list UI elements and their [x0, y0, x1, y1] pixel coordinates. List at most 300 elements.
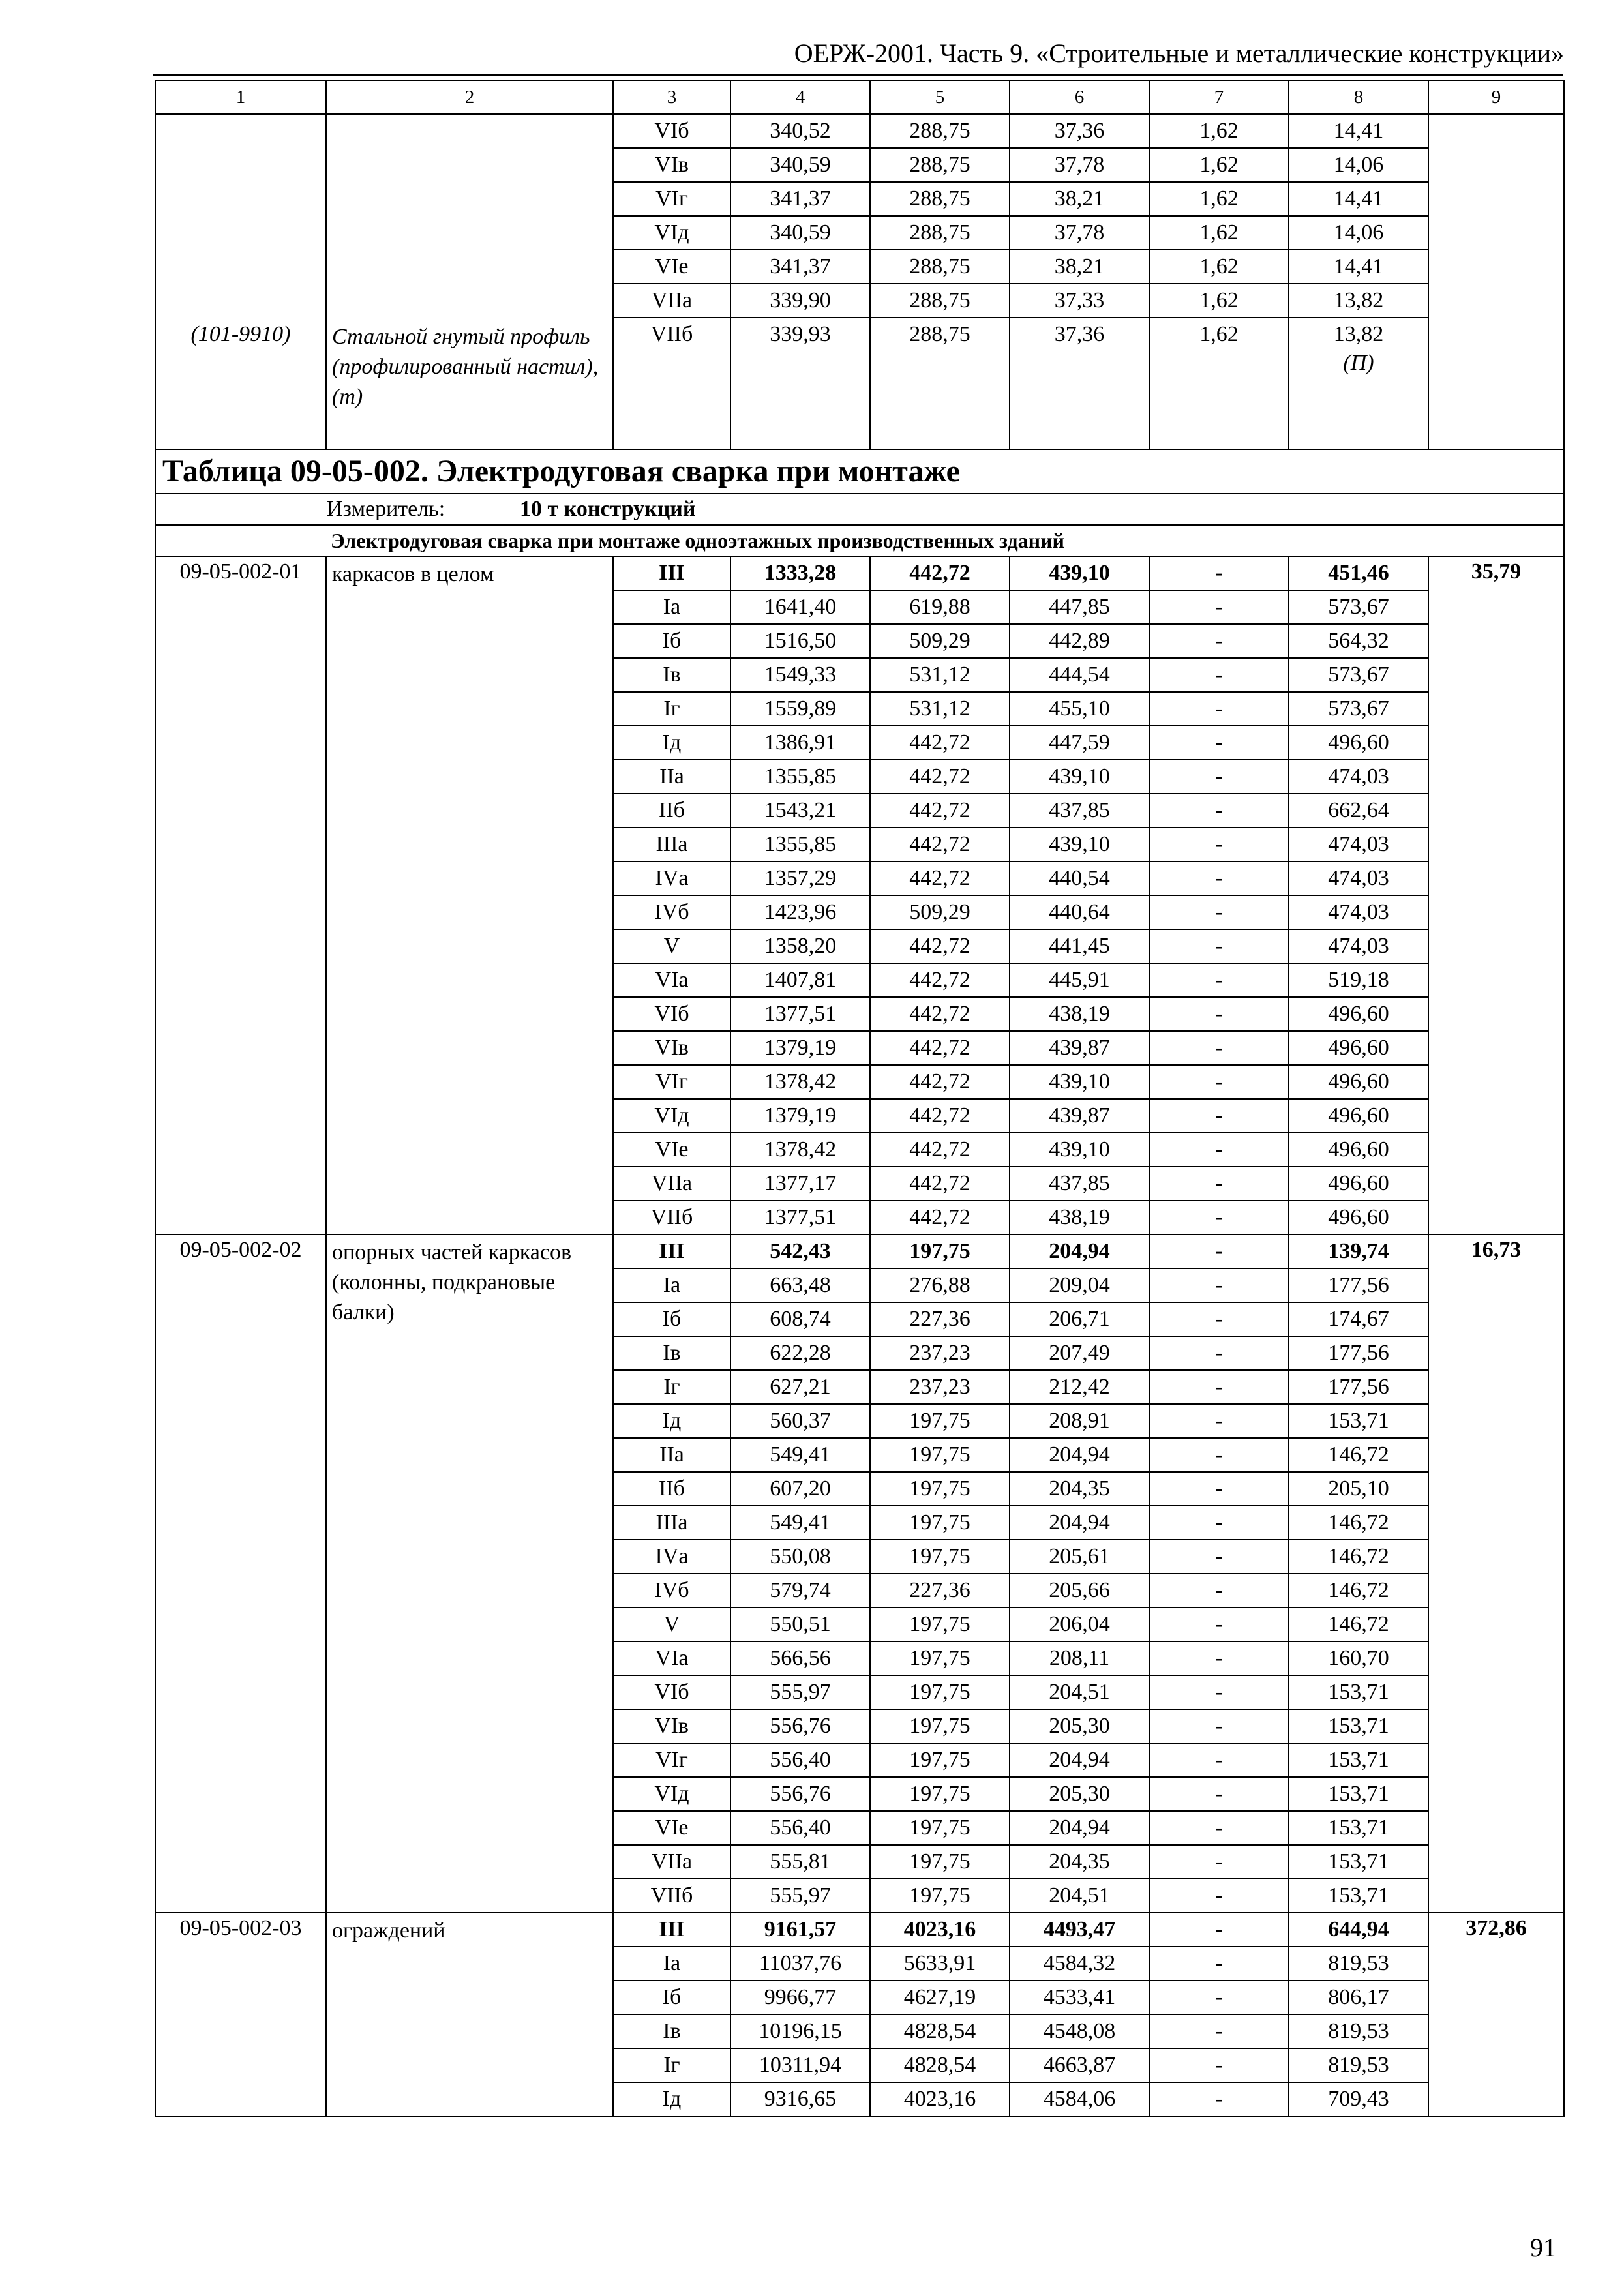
material-value: (П): [1289, 351, 1428, 449]
region-code: Iв: [613, 1336, 730, 1370]
rate-value: -: [1149, 1167, 1289, 1201]
rate-value: 276,88: [870, 1268, 1010, 1302]
column-number: 6: [1010, 80, 1149, 114]
region-code: Iв: [613, 2014, 730, 2048]
rate-value: 819,53: [1289, 2048, 1428, 2082]
page-number: 91: [1530, 2233, 1556, 2262]
region-code: VIг: [613, 182, 730, 216]
rate-value: -: [1149, 1370, 1289, 1404]
rate-value: 455,10: [1010, 692, 1149, 726]
meter-row: [155, 494, 1564, 525]
rate-value: -: [1149, 2014, 1289, 2048]
rate-value: 442,72: [870, 1031, 1010, 1065]
rate-value: 1,62: [1149, 182, 1289, 216]
rate-value: 5633,91: [870, 1947, 1010, 1981]
rate-value: 153,71: [1289, 1709, 1428, 1743]
rate-value: 1559,89: [730, 692, 870, 726]
rate-value: 441,45: [1010, 929, 1149, 963]
rate-value: 205,10: [1289, 1472, 1428, 1506]
rate-value: 4023,16: [870, 1913, 1010, 1947]
column-number: 4: [730, 80, 870, 114]
rate-value: 146,72: [1289, 1506, 1428, 1540]
rate-value: 4533,41: [1010, 1981, 1149, 2014]
region-code: IVб: [613, 1574, 730, 1608]
region-code: IIб: [613, 1472, 730, 1506]
rate-value: 339,90: [730, 284, 870, 318]
rate-value: -: [1149, 1099, 1289, 1133]
continued-row: [155, 114, 1564, 148]
rate-value: 474,03: [1289, 828, 1428, 861]
rate-value: 556,40: [730, 1811, 870, 1845]
rate-value: 204,51: [1010, 1675, 1149, 1709]
rate-value: -: [1149, 1234, 1289, 1268]
meter-value: 10 т конструкций: [520, 497, 696, 521]
rate-value: 4627,19: [870, 1981, 1010, 2014]
region-code: VIв: [613, 1709, 730, 1743]
rate-value: 439,87: [1010, 1031, 1149, 1065]
rate-value: 197,75: [870, 1540, 1010, 1574]
rate-value: 206,04: [1010, 1608, 1149, 1641]
meter-cell: [155, 494, 1564, 525]
rate-value: 340,52: [730, 114, 870, 148]
rate-value: 288,75: [870, 148, 1010, 182]
rate-value: 37,33: [1010, 284, 1149, 318]
rate-value: 197,75: [870, 1608, 1010, 1641]
rate-value: 1358,20: [730, 929, 870, 963]
rate-value: -: [1149, 1879, 1289, 1913]
region-code: VIIб: [613, 1879, 730, 1913]
rate-value: 1377,51: [730, 1201, 870, 1234]
rate-value: 14,06: [1289, 148, 1428, 182]
rate-value: 474,03: [1289, 760, 1428, 794]
rate-value: 206,71: [1010, 1302, 1149, 1336]
region-code: IIа: [613, 760, 730, 794]
rate-value: 555,97: [730, 1879, 870, 1913]
region-code: VIд: [613, 1099, 730, 1133]
material-name: Стальной гнутый профиль (профилированный настил), (т): [332, 325, 599, 409]
rate-value: 197,75: [870, 1709, 1010, 1743]
rate-value: -: [1149, 929, 1289, 963]
rate-value: -: [1149, 895, 1289, 929]
rate-value: 197,75: [870, 1777, 1010, 1811]
rate-value: 440,64: [1010, 895, 1149, 929]
rate-value: -: [1149, 828, 1289, 861]
rate-value: 197,75: [870, 1811, 1010, 1845]
rate-value: 496,60: [1289, 1167, 1428, 1201]
rate-value: 197,75: [870, 1404, 1010, 1438]
rate-value: 496,60: [1289, 1133, 1428, 1167]
rate-value: 204,94: [1010, 1234, 1149, 1268]
rate-value: 662,64: [1289, 794, 1428, 828]
rate-value: 1379,19: [730, 1031, 870, 1065]
rate-value: 496,60: [1289, 726, 1428, 760]
region-code: VIд: [613, 1777, 730, 1811]
rate-value: 153,71: [1289, 1845, 1428, 1879]
rate-value: 174,67: [1289, 1302, 1428, 1336]
column-number: 5: [870, 80, 1010, 114]
region-code: V: [613, 1608, 730, 1641]
region-code: Iг: [613, 692, 730, 726]
rate-value: 10311,94: [730, 2048, 870, 2082]
region-code: VIа: [613, 1641, 730, 1675]
rate-value: 439,10: [1010, 556, 1149, 590]
rate-value: 197,75: [870, 1234, 1010, 1268]
rate-value: 197,75: [870, 1506, 1010, 1540]
rate-value: 550,51: [730, 1608, 870, 1641]
column-number: 1: [155, 80, 326, 114]
section-row: [155, 525, 1564, 556]
rate-value: 437,85: [1010, 794, 1149, 828]
column-number: 3: [613, 80, 730, 114]
rate-value: 37,36: [1010, 318, 1149, 351]
region-code: VIIа: [613, 284, 730, 318]
rate-value: 1378,42: [730, 1133, 870, 1167]
rate-value: 439,10: [1010, 1065, 1149, 1099]
rate-value: -: [1149, 794, 1289, 828]
region-code: IIа: [613, 1438, 730, 1472]
region-code: Iа: [613, 1268, 730, 1302]
rate-value: 555,97: [730, 1675, 870, 1709]
rate-value: 709,43: [1289, 2082, 1428, 2116]
material-code: (101-9910): [190, 322, 291, 346]
rate-value: 496,60: [1289, 1099, 1428, 1133]
region-code: Iа: [613, 590, 730, 624]
rate-value: 205,66: [1010, 1574, 1149, 1608]
rate-value: 1,62: [1149, 148, 1289, 182]
rate-value: 204,35: [1010, 1845, 1149, 1879]
rate-value: 37,78: [1010, 148, 1149, 182]
rate-value: 447,59: [1010, 726, 1149, 760]
rate-value: 474,03: [1289, 861, 1428, 895]
rate-value: -: [1149, 1913, 1289, 1947]
rate-value: 227,36: [870, 1574, 1010, 1608]
rate-value: -: [1149, 861, 1289, 895]
item-wage: 16,73: [1428, 1234, 1564, 1913]
rate-value: 288,75: [870, 114, 1010, 148]
rate-value: -: [1149, 1981, 1289, 2014]
rate-value: 177,56: [1289, 1336, 1428, 1370]
rate-value: 509,29: [870, 895, 1010, 929]
rate-value: -: [1149, 1811, 1289, 1845]
rate-value: 197,75: [870, 1675, 1010, 1709]
rate-value: 442,72: [870, 1201, 1010, 1234]
rate-value: 177,56: [1289, 1370, 1428, 1404]
rate-value: 204,94: [1010, 1811, 1149, 1845]
region-code: VIв: [613, 148, 730, 182]
rate-value: 442,72: [870, 556, 1010, 590]
rate-value: 1355,85: [730, 760, 870, 794]
rate-value: 204,94: [1010, 1506, 1149, 1540]
rate-value: -: [1149, 556, 1289, 590]
region-code: Iд: [613, 1404, 730, 1438]
rate-value: 579,74: [730, 1574, 870, 1608]
rate-value: 1,62: [1149, 250, 1289, 284]
rate-value: -: [1149, 1268, 1289, 1302]
rate-value: 1357,29: [730, 861, 870, 895]
empty-cell: [1010, 351, 1149, 449]
rate-value: 573,67: [1289, 590, 1428, 624]
rate-value: 205,30: [1010, 1777, 1149, 1811]
rate-value: 1379,19: [730, 1099, 870, 1133]
rate-value: 644,94: [1289, 1913, 1428, 1947]
rate-value: -: [1149, 1065, 1289, 1099]
rate-value: 496,60: [1289, 997, 1428, 1031]
region-code: III: [613, 556, 730, 590]
empty-cell: [730, 351, 870, 449]
rate-value: 555,81: [730, 1845, 870, 1879]
rate-value: 444,54: [1010, 658, 1149, 692]
rate-value: 437,85: [1010, 1167, 1149, 1201]
rate-value: 204,94: [1010, 1438, 1149, 1472]
rate-value: -: [1149, 760, 1289, 794]
rate-value: 205,61: [1010, 1540, 1149, 1574]
column-number: 2: [326, 80, 613, 114]
rate-value: 442,72: [870, 1133, 1010, 1167]
rate-value: 209,04: [1010, 1268, 1149, 1302]
region-code: Iв: [613, 658, 730, 692]
rate-value: 288,75: [870, 182, 1010, 216]
rate-value: -: [1149, 2048, 1289, 2082]
rate-value: 339,93: [730, 318, 870, 351]
rate-value: 1377,17: [730, 1167, 870, 1201]
rate-value: 153,71: [1289, 1879, 1428, 1913]
column-number: 7: [1149, 80, 1289, 114]
rate-value: 1378,42: [730, 1065, 870, 1099]
rate-value: 442,72: [870, 760, 1010, 794]
rate-value: 14,41: [1289, 250, 1428, 284]
rate-value: 288,75: [870, 318, 1010, 351]
region-code: VIIа: [613, 1845, 730, 1879]
rate-value: -: [1149, 1777, 1289, 1811]
region-code: VIIа: [613, 1167, 730, 1201]
rate-value: 13,82: [1289, 318, 1428, 351]
region-code: Iд: [613, 726, 730, 760]
rate-value: 340,59: [730, 216, 870, 250]
material-code-cell: [155, 114, 326, 449]
rate-value: 1333,28: [730, 556, 870, 590]
rate-value: 204,94: [1010, 1743, 1149, 1777]
rate-value: 663,48: [730, 1268, 870, 1302]
region-code: V: [613, 929, 730, 963]
region-code: IIб: [613, 794, 730, 828]
rate-value: -: [1149, 1404, 1289, 1438]
rate-value: 204,35: [1010, 1472, 1149, 1506]
empty-cell: [870, 351, 1010, 449]
rate-value: 442,72: [870, 1065, 1010, 1099]
rate-value: 442,72: [870, 1167, 1010, 1201]
rate-value: 197,75: [870, 1472, 1010, 1506]
rate-value: 4493,47: [1010, 1913, 1149, 1947]
rate-value: 38,21: [1010, 182, 1149, 216]
rate-value: 549,41: [730, 1438, 870, 1472]
region-code: VIe: [613, 250, 730, 284]
rate-value: -: [1149, 658, 1289, 692]
rate-value: 14,06: [1289, 216, 1428, 250]
rate-value: -: [1149, 624, 1289, 658]
rates-table-body: [155, 80, 1564, 2116]
rate-value: 38,21: [1010, 250, 1149, 284]
rate-value: 619,88: [870, 590, 1010, 624]
column-number: 9: [1428, 80, 1564, 114]
region-code: VIб: [613, 1675, 730, 1709]
rate-value: 1377,51: [730, 997, 870, 1031]
material-name-cell: [326, 114, 613, 449]
rate-value: 11037,76: [730, 1947, 870, 1981]
rate-value: 208,91: [1010, 1404, 1149, 1438]
rate-value: -: [1149, 1201, 1289, 1234]
item-wage: 372,86: [1428, 1913, 1564, 2116]
rate-value: -: [1149, 2082, 1289, 2116]
rate-value: 519,18: [1289, 963, 1428, 997]
item-wage: 35,79: [1428, 556, 1564, 1234]
region-code: VIг: [613, 1065, 730, 1099]
region-code: Iг: [613, 2048, 730, 2082]
table-row: [155, 1913, 1564, 1947]
rate-value: 207,49: [1010, 1336, 1149, 1370]
rate-value: 474,03: [1289, 895, 1428, 929]
rate-value: 509,29: [870, 624, 1010, 658]
rate-value: 566,56: [730, 1641, 870, 1675]
item-name: опорных частей каркасов (колонны, подкрановые балки): [326, 1234, 613, 1913]
rate-value: 237,23: [870, 1370, 1010, 1404]
rate-value: 442,89: [1010, 624, 1149, 658]
rate-value: 204,51: [1010, 1879, 1149, 1913]
rate-value: 153,71: [1289, 1811, 1428, 1845]
rate-value: -: [1149, 590, 1289, 624]
rate-value: 438,19: [1010, 1201, 1149, 1234]
rate-value: -: [1149, 692, 1289, 726]
region-code: IVа: [613, 861, 730, 895]
rate-value: 1,62: [1149, 318, 1289, 351]
rate-value: 622,28: [730, 1336, 870, 1370]
rate-value: 447,85: [1010, 590, 1149, 624]
region-code: Iб: [613, 624, 730, 658]
rate-value: 560,37: [730, 1404, 870, 1438]
rate-value: 531,12: [870, 692, 1010, 726]
rate-value: 608,74: [730, 1302, 870, 1336]
rate-value: -: [1149, 1608, 1289, 1641]
rate-value: -: [1149, 1947, 1289, 1981]
rate-value: 474,03: [1289, 929, 1428, 963]
rate-value: 442,72: [870, 861, 1010, 895]
rate-value: 153,71: [1289, 1404, 1428, 1438]
rate-value: 4023,16: [870, 2082, 1010, 2116]
rate-value: -: [1149, 1574, 1289, 1608]
rate-value: 9161,57: [730, 1913, 870, 1947]
rate-value: 496,60: [1289, 1201, 1428, 1234]
section-title: Электродуговая сварка при монтаже одноэтажных производственных зданий: [155, 525, 1564, 556]
rate-value: 496,60: [1289, 1031, 1428, 1065]
table-title: Таблица 09-05-002. Электродуговая сварка при монтаже: [155, 449, 1564, 494]
rate-value: 139,74: [1289, 1234, 1428, 1268]
rate-value: -: [1149, 1709, 1289, 1743]
region-code: VIe: [613, 1133, 730, 1167]
region-code: VIб: [613, 114, 730, 148]
rate-value: -: [1149, 1675, 1289, 1709]
rate-value: 10196,15: [730, 2014, 870, 2048]
region-code: Iг: [613, 1370, 730, 1404]
rate-value: 4584,32: [1010, 1947, 1149, 1981]
rate-value: 4548,08: [1010, 2014, 1149, 2048]
rate-value: 146,72: [1289, 1540, 1428, 1574]
rate-value: 542,43: [730, 1234, 870, 1268]
column-number: 8: [1289, 80, 1428, 114]
empty-cell: [613, 351, 730, 449]
rate-value: 442,72: [870, 726, 1010, 760]
rate-value: 573,67: [1289, 692, 1428, 726]
rate-value: 14,41: [1289, 114, 1428, 148]
rate-value: 153,71: [1289, 1777, 1428, 1811]
rate-value: 153,71: [1289, 1743, 1428, 1777]
rate-value: 564,32: [1289, 624, 1428, 658]
rate-value: 146,72: [1289, 1438, 1428, 1472]
rate-value: 607,20: [730, 1472, 870, 1506]
region-code: Iб: [613, 1981, 730, 2014]
rate-value: 550,08: [730, 1540, 870, 1574]
rate-value: 288,75: [870, 250, 1010, 284]
rate-value: 153,71: [1289, 1675, 1428, 1709]
rate-value: 556,40: [730, 1743, 870, 1777]
rate-value: 556,76: [730, 1709, 870, 1743]
rate-value: 439,10: [1010, 1133, 1149, 1167]
rate-value: -: [1149, 1302, 1289, 1336]
rate-value: 819,53: [1289, 1947, 1428, 1981]
rate-value: 197,75: [870, 1641, 1010, 1675]
rate-value: 1407,81: [730, 963, 870, 997]
rate-value: 4828,54: [870, 2048, 1010, 2082]
rate-value: -: [1149, 1743, 1289, 1777]
rate-value: -: [1149, 1031, 1289, 1065]
rate-value: 37,36: [1010, 114, 1149, 148]
rate-value: 439,87: [1010, 1099, 1149, 1133]
rate-value: -: [1149, 1472, 1289, 1506]
rate-value: 531,12: [870, 658, 1010, 692]
item-code: 09-05-002-02: [155, 1234, 326, 1913]
rate-value: 341,37: [730, 182, 870, 216]
rate-value: 1641,40: [730, 590, 870, 624]
rate-value: 4584,06: [1010, 2082, 1149, 2116]
rate-value: 1355,85: [730, 828, 870, 861]
column-number-row: [155, 80, 1564, 114]
rate-value: 146,72: [1289, 1608, 1428, 1641]
rate-value: -: [1149, 726, 1289, 760]
rate-value: 442,72: [870, 929, 1010, 963]
item-code: 09-05-002-03: [155, 1913, 326, 2116]
rate-value: 819,53: [1289, 2014, 1428, 2048]
region-code: Iб: [613, 1302, 730, 1336]
rate-value: 445,91: [1010, 963, 1149, 997]
region-code: IIIа: [613, 1506, 730, 1540]
rate-value: 208,11: [1010, 1641, 1149, 1675]
rate-value: 9316,65: [730, 2082, 870, 2116]
rate-value: 197,75: [870, 1879, 1010, 1913]
rate-value: 9966,77: [730, 1981, 870, 2014]
table-row: [155, 556, 1564, 590]
rate-value: 197,75: [870, 1743, 1010, 1777]
region-code: IIIа: [613, 828, 730, 861]
rate-value: 340,59: [730, 148, 870, 182]
rate-value: 439,10: [1010, 828, 1149, 861]
region-code: Iд: [613, 2082, 730, 2116]
region-code: VIe: [613, 1811, 730, 1845]
rate-value: 442,72: [870, 794, 1010, 828]
rate-value: 212,42: [1010, 1370, 1149, 1404]
rate-value: 13,82: [1289, 284, 1428, 318]
region-code: IVа: [613, 1540, 730, 1574]
rate-value: 1423,96: [730, 895, 870, 929]
rate-value: 440,54: [1010, 861, 1149, 895]
rates-table: [155, 80, 1565, 2117]
